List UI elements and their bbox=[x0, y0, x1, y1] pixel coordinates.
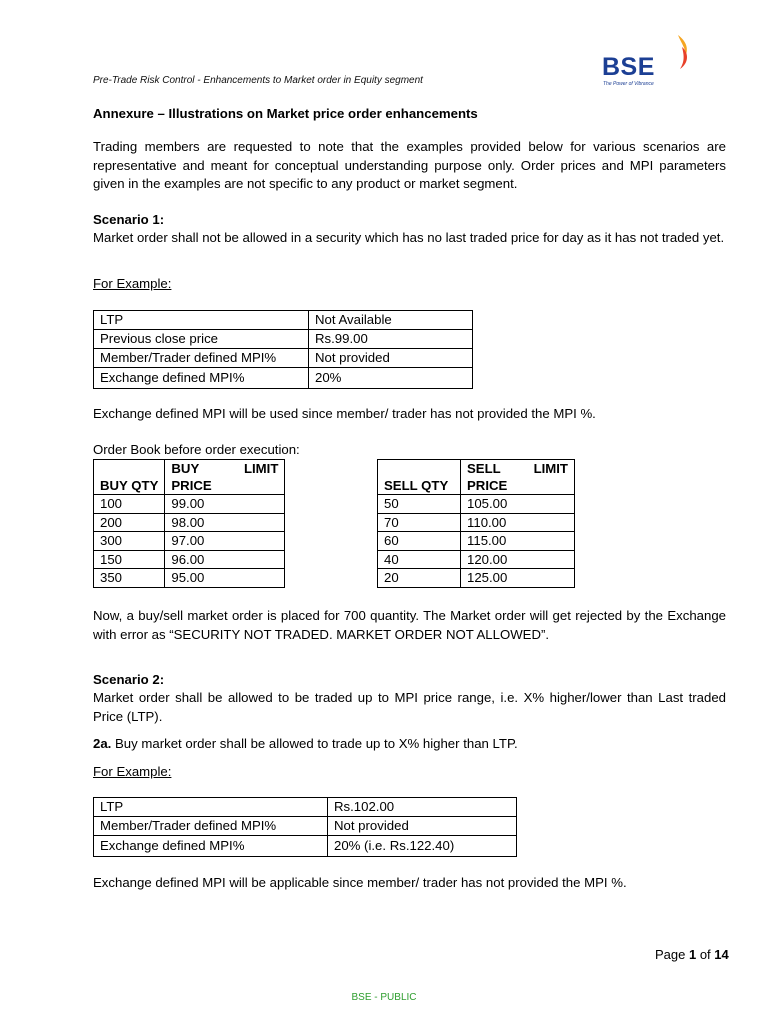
scenario2a-line bbox=[93, 735, 726, 754]
buy-qty: 300 bbox=[94, 532, 165, 551]
table-row bbox=[94, 836, 517, 857]
param-value: Not provided bbox=[328, 817, 517, 836]
scenario2-params-table bbox=[93, 797, 517, 857]
table-row bbox=[378, 495, 575, 514]
sell-qty: 40 bbox=[378, 550, 461, 569]
param-label: Member/Trader defined MPI% bbox=[94, 349, 309, 368]
sell-price: 125.00 bbox=[461, 569, 575, 588]
param-value: 20% bbox=[309, 368, 473, 389]
table-row bbox=[94, 349, 473, 368]
param-value: 20% (i.e. Rs.122.40) bbox=[328, 836, 517, 857]
scenario2-text: Market order shall be allowed to be traded up to MPI price range, i.e. X% higher/lower than Last traded Price (LTP). bbox=[93, 690, 726, 724]
table-row bbox=[94, 532, 285, 551]
scenario2-example-label: For Example: bbox=[93, 764, 172, 779]
sell-qty: 60 bbox=[378, 532, 461, 551]
table-row bbox=[94, 513, 285, 532]
buy-price: 99.00 bbox=[165, 495, 285, 514]
buy-qty: 100 bbox=[94, 495, 165, 514]
param-label: LTP bbox=[94, 311, 309, 330]
buy-price: 98.00 bbox=[165, 513, 285, 532]
page-number: Page 1 of 14 bbox=[655, 947, 729, 962]
table-row bbox=[94, 550, 285, 569]
param-label: Member/Trader defined MPI% bbox=[94, 817, 328, 836]
scenario1-result: Now, a buy/sell market order is placed for 700 quantity. The Market order will get rejected by the Exchange with error as “SECURITY NOT TRADED. MARKET ORDER NOT ALLOWED”. bbox=[93, 608, 726, 642]
annexure-title: Annexure – Illustrations on Market price order enhancements bbox=[93, 106, 478, 121]
scenario1-text: Market order shall not be allowed in a security which has no last traded price for day as it has not traded yet. bbox=[93, 230, 725, 245]
buy-qty-header: BUY QTY bbox=[94, 460, 165, 495]
table-row bbox=[94, 311, 473, 330]
table-row bbox=[94, 330, 473, 349]
scenario1-note: Exchange defined MPI will be used since member/ trader has not provided the MPI %. bbox=[93, 406, 596, 421]
sell-qty: 70 bbox=[378, 513, 461, 532]
sell-order-book bbox=[377, 459, 575, 588]
flame-icon bbox=[672, 33, 692, 73]
table-row bbox=[94, 817, 517, 836]
param-value: Rs.99.00 bbox=[309, 330, 473, 349]
buy-price: 97.00 bbox=[165, 532, 285, 551]
param-value: Not Available bbox=[309, 311, 473, 330]
sell-price: 105.00 bbox=[461, 495, 575, 514]
sell-qty-header: SELL QTY bbox=[378, 460, 461, 495]
sell-price: 110.00 bbox=[461, 513, 575, 532]
sell-price: 120.00 bbox=[461, 550, 575, 569]
buy-price-header: BUY LIMIT PRICE bbox=[165, 460, 285, 495]
sell-qty: 50 bbox=[378, 495, 461, 514]
table-row bbox=[378, 532, 575, 551]
param-label: Exchange defined MPI% bbox=[94, 836, 328, 857]
order-book-label: Order Book before order execution: bbox=[93, 442, 300, 457]
header-title: Pre-Trade Risk Control - Enhancements to Market order in Equity segment bbox=[93, 75, 423, 86]
table-row bbox=[94, 569, 285, 588]
bse-logo bbox=[602, 33, 694, 91]
buy-qty: 350 bbox=[94, 569, 165, 588]
sell-price-header: SELL LIMIT PRICE bbox=[461, 460, 575, 495]
param-value: Not provided bbox=[309, 349, 473, 368]
logo-text: BSE bbox=[602, 53, 655, 81]
buy-qty: 200 bbox=[94, 513, 165, 532]
scenario2-note: Exchange defined MPI will be applicable since member/ trader has not provided the MPI %. bbox=[93, 875, 627, 890]
classification-footer: BSE - PUBLIC bbox=[351, 992, 417, 1003]
logo-tagline: The Power of Vibrance bbox=[603, 81, 654, 87]
table-row bbox=[94, 798, 517, 817]
buy-price: 96.00 bbox=[165, 550, 285, 569]
param-label: Exchange defined MPI% bbox=[94, 368, 309, 389]
table-row bbox=[378, 550, 575, 569]
buy-price: 95.00 bbox=[165, 569, 285, 588]
scenario1-heading: Scenario 1: bbox=[93, 212, 165, 227]
scenario2a-label: 2a. bbox=[93, 736, 112, 751]
buy-qty: 150 bbox=[94, 550, 165, 569]
table-row bbox=[94, 368, 473, 389]
table-row bbox=[378, 569, 575, 588]
scenario1-example-label: For Example: bbox=[93, 276, 172, 291]
table-row bbox=[378, 513, 575, 532]
table-header-row bbox=[378, 460, 575, 495]
param-label: Previous close price bbox=[94, 330, 309, 349]
param-label: LTP bbox=[94, 798, 328, 817]
table-header-row bbox=[94, 460, 285, 495]
scenario2a-text: Buy market order shall be allowed to trade up to X% higher than LTP. bbox=[111, 736, 518, 751]
sell-price: 115.00 bbox=[461, 532, 575, 551]
scenario1-params-table bbox=[93, 310, 473, 389]
scenario2-heading: Scenario 2: bbox=[93, 672, 165, 687]
param-value: Rs.102.00 bbox=[328, 798, 517, 817]
buy-order-book bbox=[93, 459, 285, 588]
sell-qty: 20 bbox=[378, 569, 461, 588]
table-row bbox=[94, 495, 285, 514]
intro-paragraph: Trading members are requested to note that the examples provided below for various scenarios are representative and meant for conceptual understanding purpose only. Order prices and MPI parameters given in the examples are not specific to any product or market segment. bbox=[93, 139, 726, 191]
